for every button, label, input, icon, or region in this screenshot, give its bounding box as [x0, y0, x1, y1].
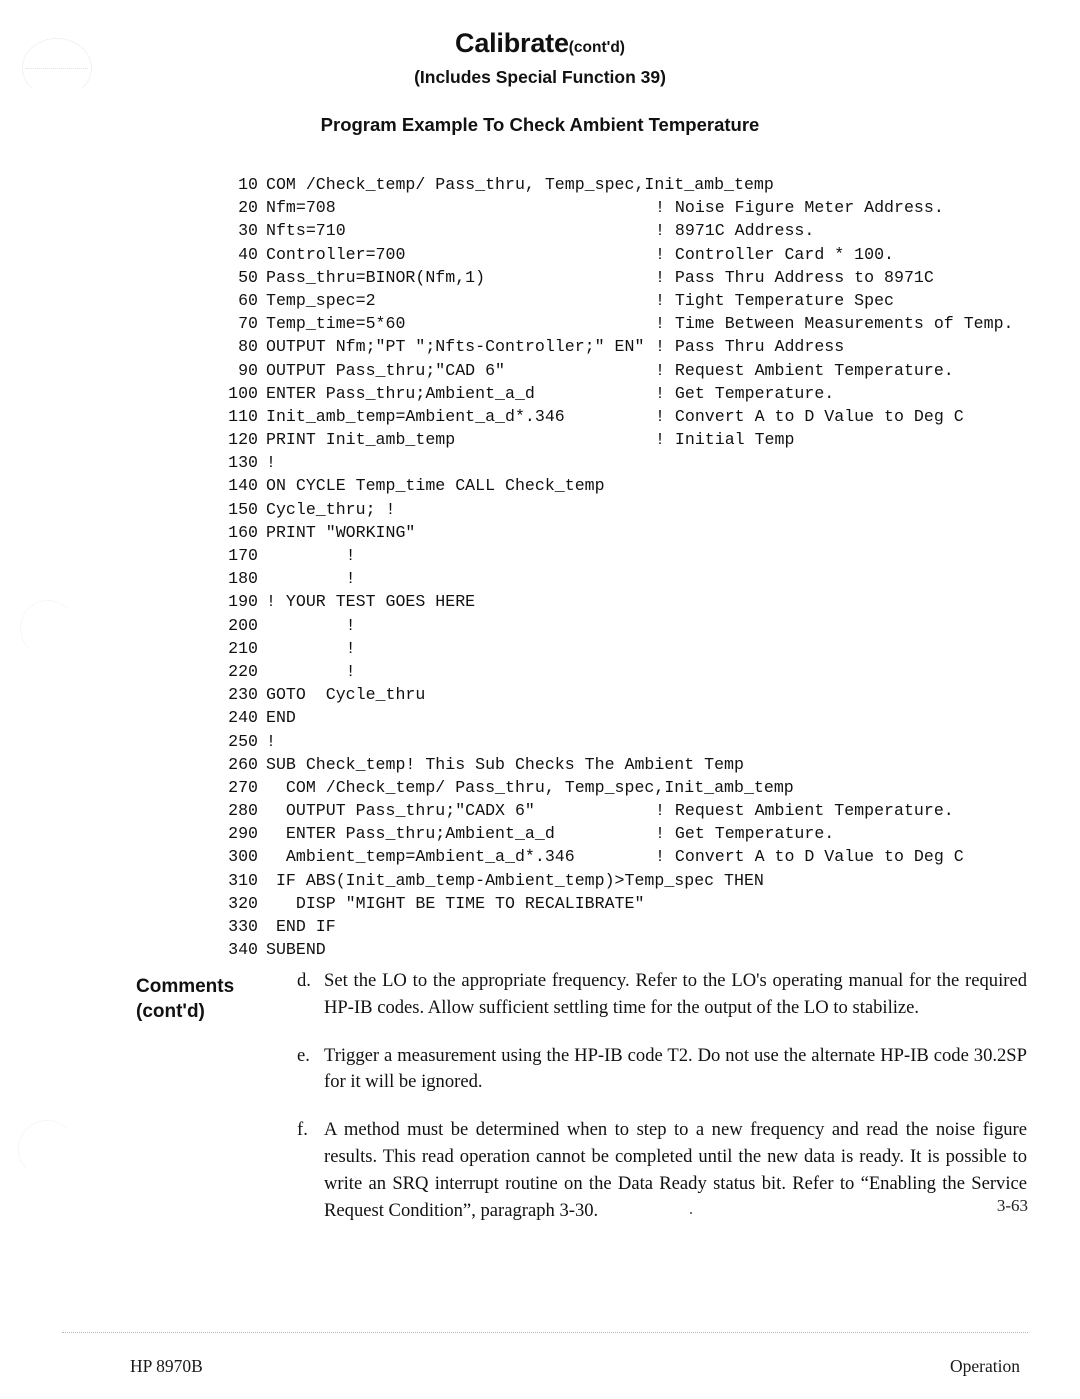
code-line-comment: ! Noise Figure Meter Address. — [655, 198, 944, 218]
code-line-number: 50 — [238, 267, 258, 287]
code-line-text: GOTO Cycle_thru — [266, 685, 426, 705]
code-line-text: PRINT Init_amb_temp — [266, 430, 456, 450]
code-line-number: 300 — [228, 847, 258, 867]
code-line-text: OUTPUT Nfm;"PT ";Nfts-Controller;" EN" — [266, 337, 645, 357]
code-line-number: 240 — [228, 708, 258, 728]
code-line-number: 70 — [238, 314, 258, 334]
code-line — [214, 845, 964, 868]
code-line-number: 270 — [228, 777, 258, 797]
code-line-number: 120 — [228, 430, 258, 450]
code-line-text: SUB Check_temp! This Sub Checks The Ambient Temp — [266, 754, 744, 774]
code-line — [214, 683, 794, 706]
comments-list — [297, 968, 1027, 1245]
code-line-number: 210 — [228, 638, 258, 658]
comment-item — [297, 1117, 1027, 1224]
code-line-number: 200 — [228, 615, 258, 635]
code-line-text: Init_amb_temp=Ambient_a_d*.346 — [266, 406, 565, 426]
code-line-text: END IF — [266, 917, 336, 936]
comment-item-marker: e. — [297, 1044, 310, 1066]
code-line — [214, 776, 794, 799]
code-line-number: 320 — [228, 893, 258, 913]
program-example-heading: Program Example To Check Ambient Temperature — [320, 114, 760, 135]
code-line-number: 180 — [228, 569, 258, 589]
code-line-text: ! — [266, 453, 276, 473]
code-line-number: 40 — [238, 244, 258, 264]
code-line-text: ! — [266, 546, 356, 565]
code-line-comment: ! Pass Thru Address — [655, 337, 845, 357]
comments-label-line2: (cont'd) — [136, 1001, 205, 1022]
code-line-comment: ! Get Temperature. — [655, 383, 835, 403]
code-line — [214, 521, 794, 544]
code-line-comment: ! Tight Temperature Spec — [655, 290, 894, 310]
code-line — [214, 428, 794, 451]
comments-section-label — [136, 974, 296, 1024]
code-line-number: 170 — [228, 546, 258, 565]
code-line-text: Temp_time=5*60 — [266, 314, 406, 334]
code-line-number: 130 — [228, 453, 258, 473]
code-line-comment: ! Convert A to D Value to Deg C — [655, 847, 964, 867]
code-line — [214, 614, 794, 637]
code-line-text: Cycle_thru; ! — [266, 499, 396, 519]
code-line-text: OUTPUT Pass_thru;"CADX 6" — [266, 801, 535, 821]
code-line-text: COM /Check_temp/ Pass_thru, Temp_spec,Init_amb_temp — [266, 175, 774, 194]
code-line-comment: ! Time Between Measurements of Temp. — [655, 314, 1014, 334]
code-line-text: Controller=700 — [266, 244, 406, 264]
code-line — [214, 196, 944, 219]
footer-model-label: HP 8970B — [130, 1356, 203, 1376]
code-line-comment: ! Controller Card * 100. — [655, 244, 894, 264]
code-line — [214, 243, 894, 266]
code-line — [214, 590, 794, 613]
code-line — [214, 335, 845, 358]
code-line-comment: ! Convert A to D Value to Deg C — [655, 406, 964, 426]
code-line — [214, 706, 794, 729]
code-line-number: 110 — [228, 406, 258, 426]
code-line — [214, 938, 794, 961]
code-line — [214, 660, 794, 683]
code-line-number: 60 — [238, 290, 258, 310]
binder-ring-artifact-icon — [20, 600, 76, 656]
code-line-number: 150 — [228, 499, 258, 519]
page-number: 3-63 — [996, 1196, 1028, 1215]
code-line-text: DISP "MIGHT BE TIME TO RECALIBRATE" — [266, 893, 645, 913]
comment-item-text: A method must be determined when to step to a new frequency and read the noise figure results. This read operation cannot be completed until the new data is ready. It is possible to write an SRQ interrupt routine on the Data Ready status bit. Refer to “Enabling the Service Request Condition”, paragraph 3-30. — [324, 1119, 1027, 1221]
code-line-text: ON CYCLE Temp_time CALL Check_temp — [266, 476, 605, 496]
code-line-number: 220 — [228, 661, 258, 681]
code-line — [214, 730, 794, 753]
comment-item-marker: d. — [297, 970, 311, 991]
code-line-text: SUBEND — [266, 940, 326, 960]
code-line-number: 230 — [228, 685, 258, 705]
code-line-number: 90 — [238, 360, 258, 380]
page-header — [0, 0, 1080, 136]
code-line-text: IF ABS(Init_amb_temp-Ambient_temp)>Temp_spec THEN — [266, 870, 764, 890]
code-line-text: Pass_thru=BINOR(Nfm,1) — [266, 267, 486, 287]
code-line-text: ! — [266, 661, 356, 681]
code-line — [214, 451, 794, 474]
code-line-comment: ! Request Ambient Temperature. — [655, 360, 954, 380]
page-footer — [130, 1356, 1020, 1377]
code-line-number: 20 — [238, 198, 258, 218]
code-line — [214, 289, 894, 312]
code-line — [214, 637, 794, 660]
code-line-comment: ! Get Temperature. — [655, 824, 835, 844]
code-line-text: ! YOUR TEST GOES HERE — [266, 592, 476, 612]
code-line-number: 160 — [228, 522, 258, 542]
code-line-text: COM /Check_temp/ Pass_thru, Temp_spec,Init_amb_temp — [266, 777, 794, 797]
code-line-number: 10 — [238, 175, 258, 194]
code-line — [214, 405, 964, 428]
code-line — [214, 219, 815, 242]
code-line-comment: ! 8971C Address. — [655, 221, 815, 241]
code-line-text: ! — [266, 731, 276, 751]
comment-item-text: Set the LO to the appropriate frequency. Refer to the LO's operating manual for the required HP-IB codes. Allow sufficient settling time for the output of the LO to stabilize. — [324, 970, 1027, 1018]
code-line-text: ! — [266, 615, 356, 635]
comment-item-marker: f. — [297, 1119, 308, 1141]
code-line-text: ! — [266, 569, 356, 589]
code-line-text: Ambient_temp=Ambient_a_d*.346 — [266, 847, 575, 867]
code-line — [214, 915, 794, 938]
code-line-number: 80 — [238, 337, 258, 357]
code-line-text: ENTER Pass_thru;Ambient_a_d — [266, 383, 535, 403]
code-line-number: 260 — [228, 754, 258, 774]
code-line-text: Nfm=708 — [266, 198, 336, 218]
code-line-text: Temp_spec=2 — [266, 290, 376, 310]
code-line-number: 330 — [228, 917, 258, 936]
code-line — [214, 266, 934, 289]
code-line — [214, 498, 794, 521]
code-line — [214, 359, 954, 382]
comment-item-text: Trigger a measurement using the HP-IB code T2. Do not use the alternate HP-IB code 30.2SP for it will be ignored. — [324, 1044, 1027, 1093]
code-line — [214, 892, 794, 915]
code-line-text: OUTPUT Pass_thru;"CAD 6" — [266, 360, 505, 380]
comments-label-line1: Comments — [136, 976, 235, 997]
comment-item — [297, 968, 1027, 1022]
code-line-number: 30 — [238, 221, 258, 241]
page-subtitle: (Includes Special Function 39) — [414, 67, 666, 87]
code-line-number: 250 — [228, 731, 258, 751]
code-line-text: Nfts=710 — [266, 221, 346, 241]
code-line — [214, 799, 954, 822]
code-line-number: 290 — [228, 824, 258, 844]
code-line — [214, 822, 835, 845]
code-line-number: 140 — [228, 476, 258, 496]
page-title — [0, 28, 1080, 63]
code-line — [214, 474, 794, 497]
code-line — [214, 173, 794, 196]
code-line-text: ! — [266, 638, 356, 658]
code-line-number: 190 — [228, 592, 258, 612]
code-line-comment: ! Request Ambient Temperature. — [655, 801, 954, 821]
scan-speck-artifact-icon — [690, 1212, 692, 1214]
page-title-contd: (cont'd) — [568, 39, 625, 56]
comment-item — [297, 1043, 1027, 1097]
code-line — [214, 544, 794, 567]
code-line — [214, 312, 1014, 335]
code-line-number: 100 — [228, 383, 258, 403]
footer-divider — [62, 1332, 1028, 1333]
page-title-text: Calibrate — [455, 28, 569, 58]
code-line-number: 340 — [228, 940, 258, 960]
program-listing — [214, 173, 1014, 961]
code-line-number: 310 — [228, 870, 258, 890]
code-line-comment: ! Pass Thru Address to 8971C — [655, 267, 934, 287]
code-line-comment: ! Initial Temp — [655, 430, 795, 450]
code-line — [214, 869, 794, 892]
code-line — [214, 382, 835, 405]
code-line-text: ENTER Pass_thru;Ambient_a_d — [266, 824, 555, 844]
code-line — [214, 753, 794, 776]
footer-section-label: Operation — [950, 1356, 1020, 1376]
code-line-text: END — [266, 708, 296, 728]
binder-ring-artifact-icon — [18, 1120, 76, 1178]
code-line-number: 280 — [228, 801, 258, 821]
code-line — [214, 567, 794, 590]
code-line-text: PRINT "WORKING" — [266, 522, 416, 542]
